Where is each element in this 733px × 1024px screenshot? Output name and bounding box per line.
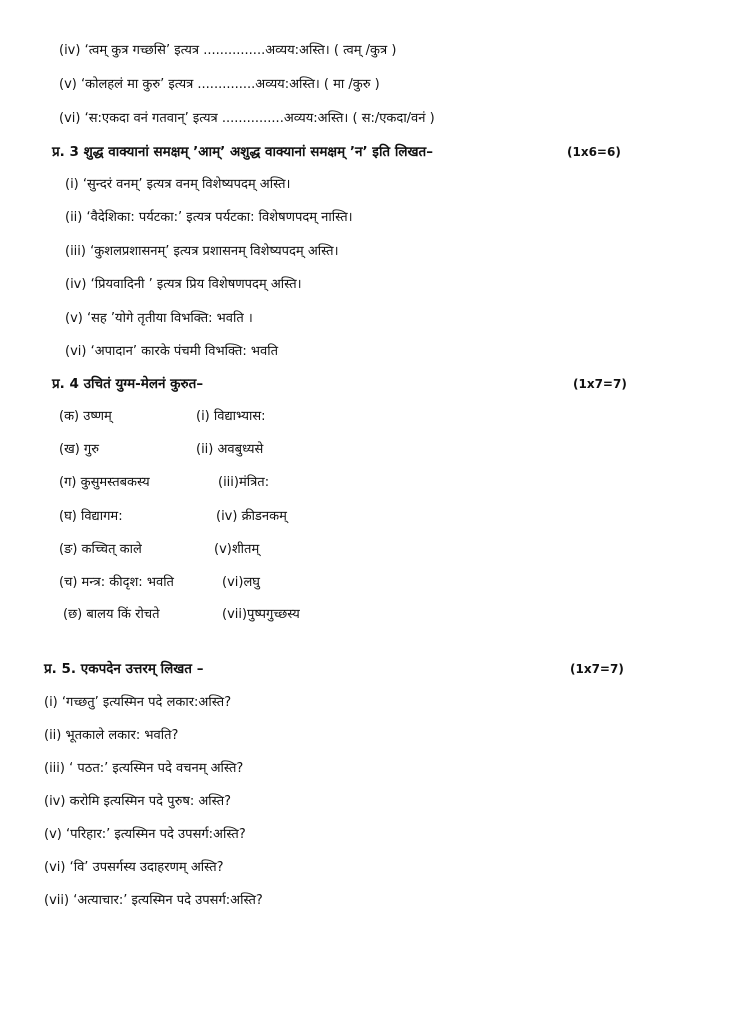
q5-item-iv: (iv) करोमि इत्यस्मिन पदे पुरुष: अस्ति? [44,794,232,809]
q3-item-iii: (iii) ‘कुशलप्रशासनम्’ इत्यत्र प्रशासनम् विशेष्यपदम् अस्ति। [65,244,339,259]
s2-item-v: (v) ‘कोलहलं मा कुरु’ इत्यत्र ..............अव्यय:अस्ति। ( मा /कुरु ) [59,77,380,92]
q4-right-3: (iii)मंत्रित: [218,475,270,490]
q4-left-4: (घ) विद्यागम: [59,509,123,524]
q4-heading: प्र. 4 उचितं युग्म-मेलनं कुरुत– [52,376,204,392]
q4-left-6: (च) मन्त्र: कीदृश: भवति [59,575,174,590]
q3-item-v: (v) ‘सह ’योगे तृतीया विभक्ति: भवति । [65,311,253,326]
q3-marks: (1x6=6) [567,145,621,159]
q4-left-5: (ङ) कच्चित् काले [59,542,142,557]
q4-right-7: (vii)पुष्पगुच्छस्य [222,607,300,622]
q3-item-i: (i) ‘सुन्दरं वनम्’ इत्यत्र वनम् विशेष्यपदम् अस्ति। [65,177,291,192]
q4-marks: (1x7=7) [573,377,627,391]
s2-item-vi: (vi) ‘स:एकदा वनं गतवान्’ इत्यत्र ...............अव्यय:अस्ति। ( स:/एकदा/वनं ) [59,111,435,126]
q5-item-vi: (vi) ‘वि’ उपसर्गस्य उदाहरणम् अस्ति? [44,860,224,875]
q4-left-2: (ख) गुरु [59,442,100,457]
q3-item-vi: (vi) ‘अपादान’ कारके पंचमी विभक्ति: भवति [65,344,278,359]
q4-left-1: (क) उष्णम् [59,409,112,424]
q4-right-5: (v)शीतम् [214,542,260,557]
q4-right-4: (iv) क्रीडनकम् [216,509,287,524]
q5-heading: प्र. 5. एकपदेन उत्तरम् लिखत – [44,661,204,677]
q4-right-2: (ii) अवबुध्यसे [196,442,264,457]
s2-item-iv: (iv) ‘त्वम् कुत्र गच्छसि’ इत्यत्र ...............अव्यय:अस्ति। ( त्वम् /कुत्र ) [59,43,397,58]
q5-item-iii: (iii) ‘ पठत:’ इत्यस्मिन पदे वचनम् अस्ति? [44,761,244,776]
q4-left-7: (छ) बालय किं रोचते [63,607,160,622]
q4-right-1: (i) विद्याभ्यास: [196,409,266,424]
q4-right-6: (vi)लघु [222,575,260,590]
q3-item-ii: (ii) ‘वैदेशिका: पर्यटका:’ इत्यत्र पर्यटका: विशेषणपदम् नास्ति। [65,210,353,225]
q4-left-3: (ग) कुसुमस्तबकस्य [59,475,150,490]
q5-marks: (1x7=7) [570,662,624,676]
q3-item-iv: (iv) ‘प्रियवादिनी ’ इत्यत्र प्रिय विशेषणपदम् अस्ति। [65,277,302,292]
q5-item-vii: (vii) ‘अत्याचार:’ इत्यस्मिन पदे उपसर्ग:अस्ति? [44,893,263,908]
q3-heading: प्र. 3 शुद्ध वाक्यानां समक्षम् ’आम्’ अशुद्ध वाक्यानां समक्षम् ’न’ इति लिखत– [52,144,433,160]
q5-item-i: (i) ‘गच्छतु’ इत्यस्मिन पदे लकार:अस्ति? [44,695,232,710]
q5-item-ii: (ii) भूतकाले लकार: भवति? [44,728,179,743]
q5-item-v: (v) ‘परिहार:’ इत्यस्मिन पदे उपसर्ग:अस्ति? [44,827,246,842]
